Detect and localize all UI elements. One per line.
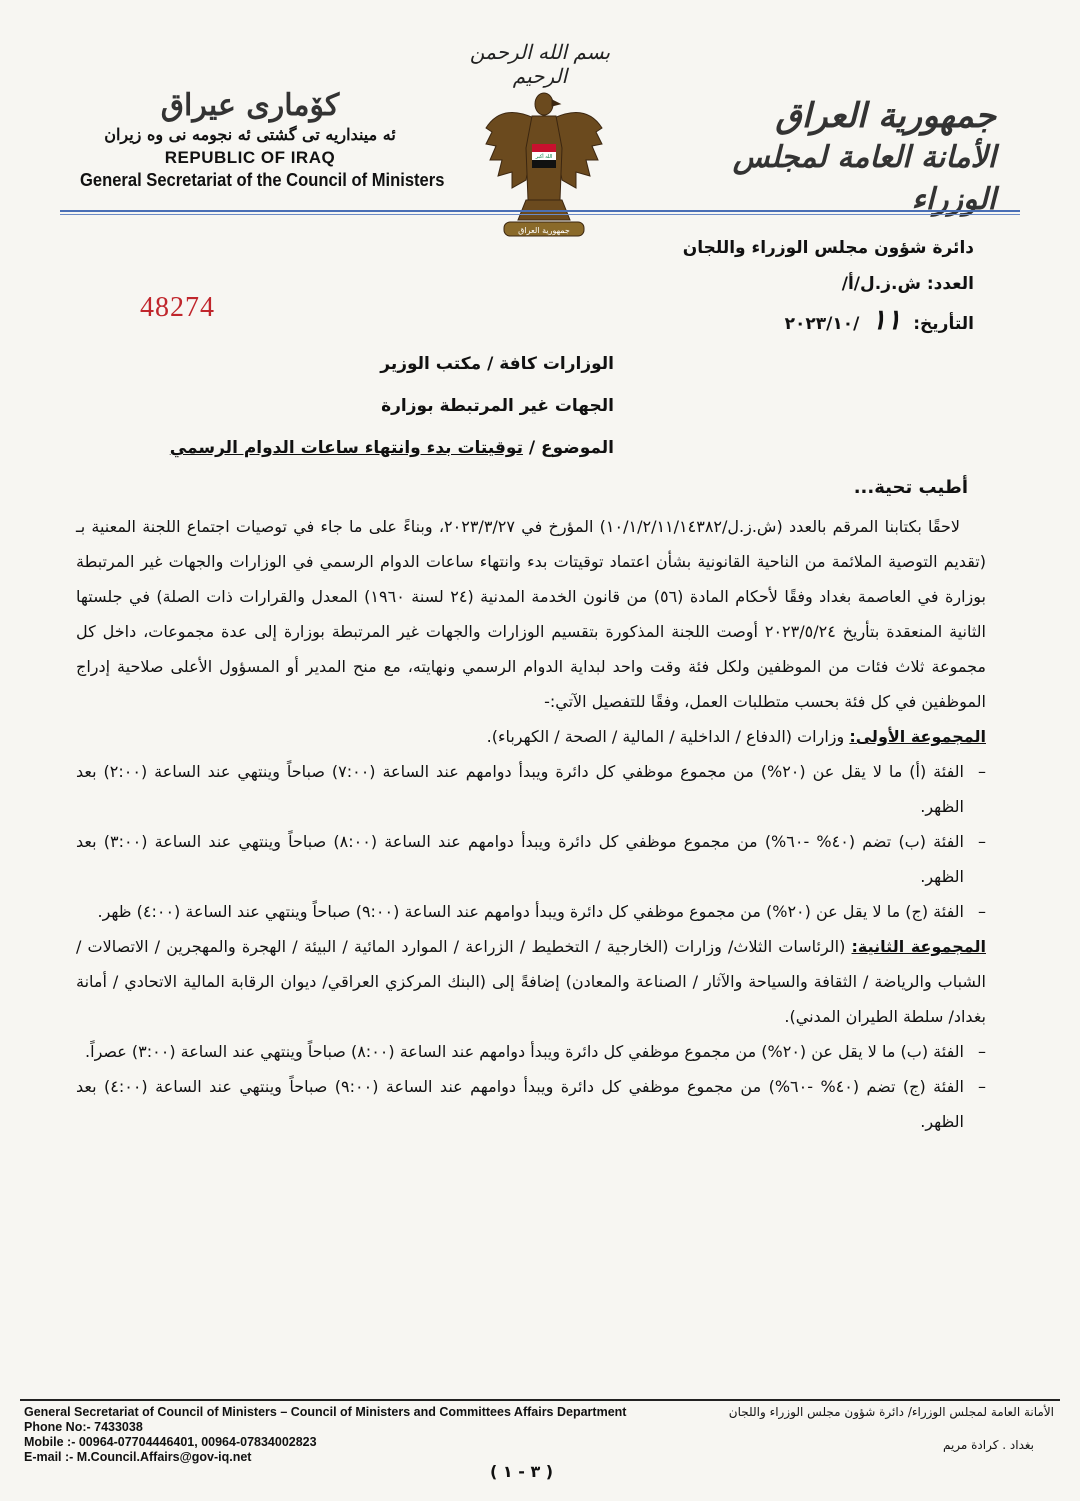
group-2-item bbox=[76, 1069, 986, 1139]
group-2-title: المجموعة الثانية: bbox=[851, 937, 986, 956]
addressee-block bbox=[114, 343, 614, 469]
iraq-eagle-emblem-icon bbox=[482, 88, 606, 248]
footer-arabic-address: بغداد . كرادة مريم bbox=[942, 1438, 1034, 1452]
reference-block bbox=[414, 230, 974, 342]
header-divider-secondary bbox=[60, 214, 1020, 215]
addressee-line-2: الجهات غير المرتبطة بوزارة bbox=[381, 396, 614, 416]
dash-icon: – bbox=[978, 1077, 986, 1096]
dash-icon: – bbox=[978, 902, 986, 921]
header-right-block bbox=[686, 95, 996, 221]
dash-icon: – bbox=[978, 832, 986, 851]
group-2-heading bbox=[76, 929, 986, 1034]
group-1-item-text: الفئة (ب) تضم (٤٠% -٦٠%) من مجموع موظفي كل دائرة ويبدأ دوامهم عند الساعة (٨:٠٠) صباحاً وينتهي عند الساعة (٣:٠٠) بعد الظهر. bbox=[76, 832, 965, 886]
group-1-item bbox=[76, 894, 986, 929]
header-divider bbox=[60, 210, 1020, 212]
group-1-title: المجموعة الأولى: bbox=[849, 727, 986, 746]
number-label: العدد: bbox=[926, 274, 974, 294]
dash-icon: – bbox=[978, 1042, 986, 1061]
addressee-line-1: الوزارات كافة / مكتب الوزير bbox=[380, 354, 614, 374]
footer-department-line: General Secretariat of Council of Ministers – Council of Ministers and Committees Affairs Department bbox=[24, 1405, 627, 1419]
arabic-republic-title: جمهورية العراق bbox=[775, 96, 996, 136]
dash-icon: – bbox=[978, 762, 986, 781]
number-value: ش.ز.ل/أ/ bbox=[841, 274, 921, 294]
group-1-item bbox=[76, 754, 986, 824]
kurdish-subtitle: ئه مينداريه تى گشتى ئه نجومه نى وه زيران bbox=[104, 125, 396, 144]
subject-line bbox=[114, 427, 614, 469]
emblem-scroll-text: جمهورية العراق bbox=[518, 226, 570, 235]
footer-arabic-line: الأمانة العامة لمجلس الوزراء/ دائرة شؤون مجلس الوزراء واللجان bbox=[728, 1405, 1054, 1419]
group-2-text: (الرئاسات الثلاث/ وزارات (الخارجية / التخطيط / الزراعة / الموارد المائية / البيئة / الهجرة والمهجرين / الاتصالات / الشباب والرياضة / الثقافة والسياحة والآثار / الصناعة والمعادن) إضافةً إلى (البنك المركزي العراقي/ ديوان الرقابة المالية الاتحادي / أمانة بغداد/ سلطة الطيران المدني). bbox=[76, 937, 986, 1026]
date-rest: /٢٠٢٣/١٠ bbox=[784, 314, 860, 334]
emblem-flag-text: الله أكبر bbox=[535, 154, 553, 160]
group-2-item bbox=[76, 1034, 986, 1069]
group-1-item bbox=[76, 824, 986, 894]
arabic-secretariat-title: الأمانة العامة لمجلس الوزراء bbox=[732, 140, 996, 217]
basmala: بسم الله الرحمن الرحيم bbox=[469, 40, 611, 88]
intro-paragraph: لاحقًا بكتابنا المرقم بالعدد (ش.ز.ل/١٠/١/٢/١١/١٤٣٨٢) المؤرخ في ٢٠٢٣/٣/٢٧، وبناءً على ما جاء في توصيات اجتماع اللجنة المعنية بـ (تقديم التوصية الملائمة من الناحية القانونية بشأن اعتماد توقيتات بدء وانتهاء ساعات الدوام الرسمي في الوزارات والجهات غير المرتبطة بوزارة في العاصمة بغداد وفقًا لأحكام المادة (٥٦) من قانون الخدمة المدنية (٢٤ لسنة ١٩٦٠) المعدل والقرارات ذات الصلة) في جلستها الثانية المنعقدة بتأريخ ٢٠٢٣/٥/٢٤ أوصت اللجنة المذكورة بتقسيم الوزارات والجهات غير المرتبطة بوزارة إلى عدة مجموعات، داخل كل مجموعة ثلاث فئات من الموظفين ولكل فئة وقت واحد لبداية الدوام الرسمي ونهايته، مع منح المدير أو المسؤول الأعلى صلاحية إدراج الموظفين في كل فئة بحسب متطلبات العمل، وفقًا للتفصيل الآتي:- bbox=[76, 517, 986, 711]
footer-mobile: Mobile :- 00964-07704446401, 00964-07834002823 bbox=[24, 1435, 317, 1449]
stamp-number: 48274 bbox=[140, 292, 215, 323]
letter-body bbox=[76, 470, 986, 1139]
greeting: أطيب تحية... bbox=[853, 477, 968, 498]
group-1-heading bbox=[76, 719, 986, 754]
footer-email: E-mail :- M.Council.Affairs@gov-iq.net bbox=[24, 1450, 252, 1464]
date-day: ١١ bbox=[871, 303, 902, 336]
date-label: التأريخ: bbox=[913, 314, 974, 334]
kurdish-title: كۆمارى عيراق bbox=[160, 88, 340, 123]
english-secretariat: General Secretariat of the Council of Ministers bbox=[80, 170, 445, 190]
group-1-item-text: الفئة (أ) ما لا يقل عن (٢٠%) من مجموع موظفي كل دائرة ويبدأ دوامهم عند الساعة (٧:٠٠) صباحاً وينتهي عند الساعة (٢:٠٠) بعد الظهر. bbox=[76, 762, 965, 816]
footer-english bbox=[24, 1405, 684, 1465]
footer-phone: Phone No:- 7433038 bbox=[24, 1420, 143, 1434]
english-republic: REPUBLIC OF IRAQ bbox=[164, 148, 336, 167]
group-1-item-text: الفئة (ج) ما لا يقل عن (٢٠%) من مجموع موظفي كل دائرة ويبدأ دوامهم عند الساعة (٩:٠٠) صباحاً وينتهي عند الساعة (٤:٠٠) ظهر. bbox=[97, 902, 964, 921]
header-left-block bbox=[80, 88, 445, 191]
subject-label: الموضوع / bbox=[528, 438, 614, 458]
number-line bbox=[414, 266, 974, 302]
department-name: دائرة شؤون مجلس الوزراء واللجان bbox=[682, 238, 974, 258]
group-2-item-text: الفئة (ب) ما لا يقل عن (٢٠%) من مجموع موظفي كل دائرة ويبدأ دوامهم عند الساعة (٨:٠٠) صباحاً وينتهي عند الساعة (٣:٠٠) عصراً. bbox=[85, 1042, 964, 1061]
group-2-item-text: الفئة (ج) تضم (٤٠% -٦٠%) من مجموع موظفي كل دائرة ويبدأ دوامهم عند الساعة (٩:٠٠) صباحاً وينتهي عند الساعة (٤:٠٠) بعد الظهر. bbox=[76, 1077, 964, 1131]
footer-divider bbox=[20, 1399, 1060, 1401]
group-1-text: وزارات (الدفاع / الداخلية / المالية / الصحة / الكهرباء). bbox=[486, 727, 845, 746]
date-line bbox=[414, 302, 974, 342]
page-number: ( ٣ - ١ ) bbox=[490, 1462, 554, 1481]
subject-value: توقيتات بدء وانتهاء ساعات الدوام الرسمي bbox=[169, 438, 523, 458]
